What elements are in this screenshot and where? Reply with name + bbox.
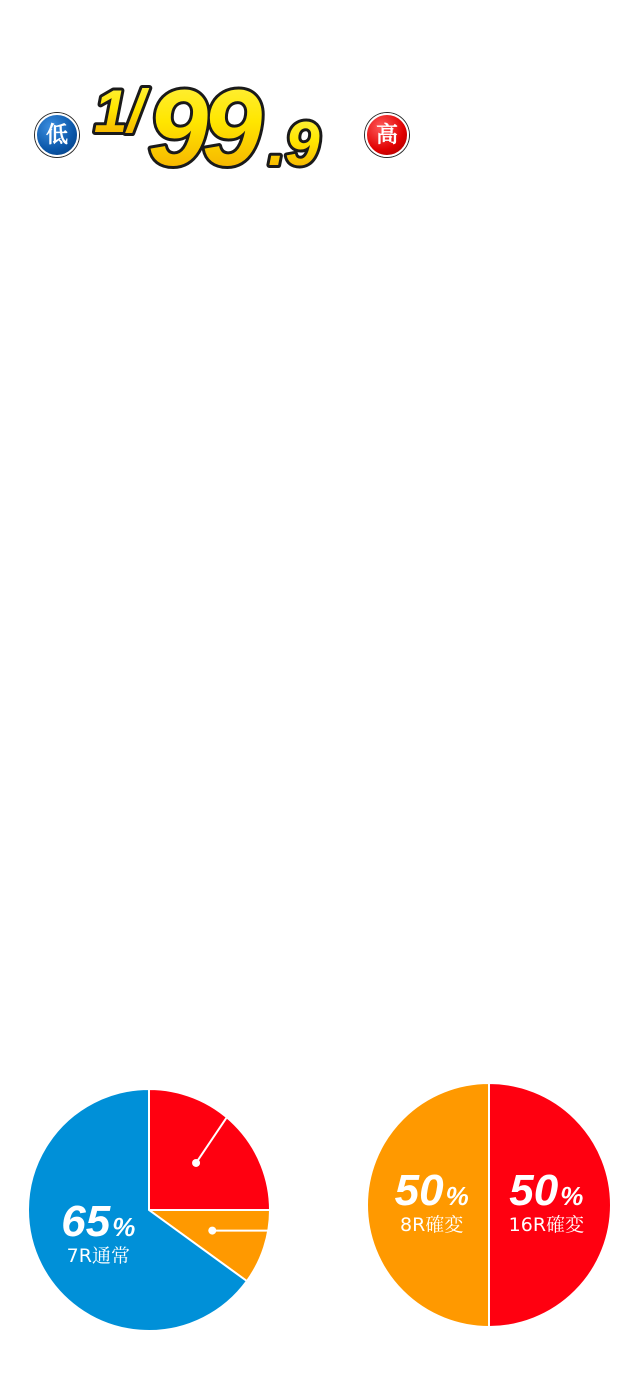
- probability-prefix: 1/: [94, 78, 145, 145]
- pie-2-percent-2: 50%: [394, 1166, 469, 1215]
- pie-chart-2: [367, 1083, 611, 1327]
- pie-chart-1: [28, 1089, 270, 1331]
- pie-2-label-1: 16R確変: [508, 1214, 585, 1236]
- high-badge: 高: [365, 113, 409, 157]
- pie-1-slice-1: [149, 1089, 270, 1210]
- low-badge: 低: [35, 113, 79, 157]
- probability-integer: 99: [148, 67, 257, 177]
- probability-fraction: .9: [268, 110, 320, 177]
- pie-2-percent-1: 50%: [509, 1166, 584, 1215]
- pie-1-label-3: 7R通常: [66, 1244, 130, 1267]
- pie-2-label-2: 8R確変: [400, 1214, 464, 1236]
- pie-1-percent-3: 65%: [61, 1196, 136, 1246]
